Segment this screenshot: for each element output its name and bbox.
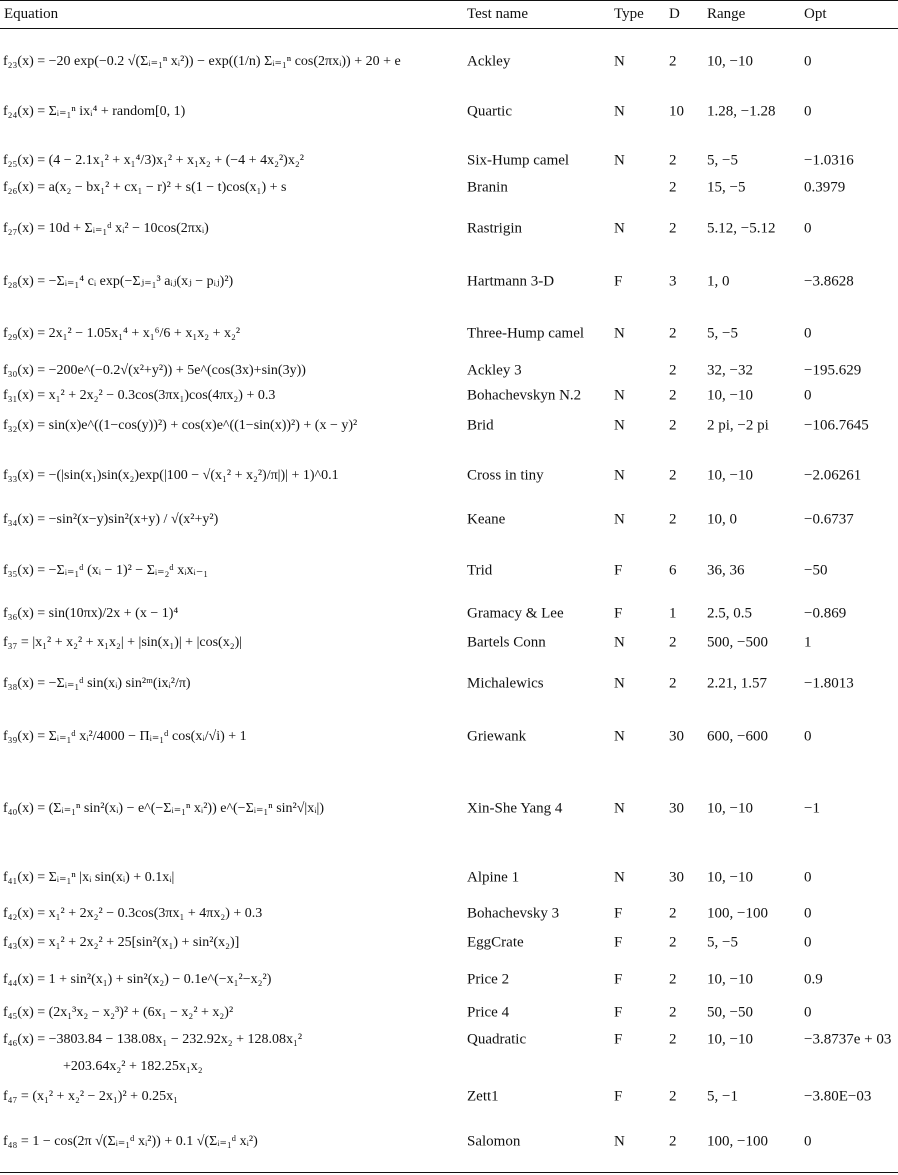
range-cell: 2 pi, −2 pi xyxy=(707,417,769,434)
range-cell: 5, −5 xyxy=(707,152,738,169)
equation-cell: f₂₇(x) = 10d + Σᵢ₌₁ᵈ xᵢ² − 10cos(2πxᵢ) xyxy=(3,221,209,236)
d-cell: 30 xyxy=(669,728,684,745)
header-range: Range xyxy=(707,6,746,22)
opt-cell: −1.0316 xyxy=(804,152,854,169)
range-cell: 10, 0 xyxy=(707,511,737,528)
equation-cell: f₂₃(x) = −20 exp(−0.2 √(Σᵢ₌₁ⁿ xᵢ²)) − exp((1/n) Σᵢ₌₁ⁿ cos(2πxᵢ)) + 20 + e xyxy=(3,54,401,69)
name-cell: Salomon xyxy=(467,1133,521,1150)
header-type: Type xyxy=(614,6,644,22)
name-cell: Michalewics xyxy=(467,675,544,692)
d-cell: 2 xyxy=(669,325,677,342)
d-cell: 6 xyxy=(669,562,677,579)
type-cell: N xyxy=(614,417,625,434)
range-cell: 10, −10 xyxy=(707,467,753,484)
type-cell: N xyxy=(614,728,625,745)
name-cell: Zett1 xyxy=(467,1088,499,1105)
equation-cell: f₄₆(x) = −3803.84 − 138.08x₁ − 232.92x₂ + 128.08x₁² xyxy=(3,1032,303,1047)
d-cell: 2 xyxy=(669,634,677,651)
header-rule xyxy=(0,28,898,29)
type-cell: F xyxy=(614,971,623,988)
header-equation: Equation xyxy=(4,6,59,22)
opt-cell: 0 xyxy=(804,934,812,951)
opt-cell: −0.6737 xyxy=(804,511,854,528)
equation-cell: f₃₇ = |x₁² + x₂² + x₁x₂| + |sin(x₁)| + |cos(x₂)| xyxy=(3,635,243,650)
type-cell: N xyxy=(614,467,625,484)
bottom-rule xyxy=(0,1172,898,1173)
opt-cell: 0.3979 xyxy=(804,179,846,196)
opt-cell: 0 xyxy=(804,1004,812,1021)
opt-cell: 0 xyxy=(804,1133,812,1150)
type-cell: N xyxy=(614,325,625,342)
name-cell: Three-Hump camel xyxy=(467,325,585,342)
equation-cell: f₄₃(x) = x₁² + 2x₂² + 25[sin²(x₁) + sin²(x₂)] xyxy=(3,935,240,950)
type-cell: F xyxy=(614,1004,623,1021)
d-cell: 2 xyxy=(669,362,677,379)
top-rule xyxy=(0,0,898,1)
opt-cell: −1 xyxy=(804,800,820,817)
range-cell: 600, −600 xyxy=(707,728,768,745)
range-cell: 15, −5 xyxy=(707,179,746,196)
type-cell: N xyxy=(614,511,625,528)
type-cell: N xyxy=(614,53,625,70)
type-cell: N xyxy=(614,103,625,120)
d-cell: 2 xyxy=(669,387,677,404)
equation-cell: f₄₅(x) = (2x₁³x₂ − x₂³)² + (6x₁ − x₂² + x₂)² xyxy=(3,1005,234,1020)
type-cell: F xyxy=(614,562,623,579)
d-cell: 2 xyxy=(669,971,677,988)
equation-cell: f₃₀(x) = −200e^(−0.2√(x²+y²)) + 5e^(cos(3x)+sin(3y)) xyxy=(3,363,306,378)
range-cell: 10, −10 xyxy=(707,971,753,988)
range-cell: 5, −1 xyxy=(707,1088,738,1105)
range-cell: 32, −32 xyxy=(707,362,753,379)
opt-cell: −50 xyxy=(804,562,828,579)
name-cell: Griewank xyxy=(467,728,527,745)
equation-cell: f₄₀(x) = (Σᵢ₌₁ⁿ sin²(xᵢ) − e^(−Σᵢ₌₁ⁿ xᵢ²)) e^(−Σᵢ₌₁ⁿ sin²√|xᵢ|) xyxy=(3,801,324,816)
equation-cell: f₂₆(x) = a(x₂ − bx₁² + cx₁ − r)² + s(1 − t)cos(x₁) + s xyxy=(3,180,287,195)
range-cell: 1, 0 xyxy=(707,273,730,290)
name-cell: Bohachevsky 3 xyxy=(467,905,560,922)
range-cell: 100, −100 xyxy=(707,905,768,922)
equation-cell: f₃₅(x) = −Σᵢ₌₁ᵈ (xᵢ − 1)² − Σᵢ₌₂ᵈ xᵢxᵢ₋₁ xyxy=(3,563,209,578)
type-cell: N xyxy=(614,634,625,651)
equation-continuation: +203.64x₂² + 182.25x₁x₂ xyxy=(63,1059,203,1074)
opt-cell: −106.7645 xyxy=(804,417,869,434)
opt-cell: 0 xyxy=(804,325,812,342)
equation-cell: f₃₉(x) = Σᵢ₌₁ᵈ xᵢ²/4000 − Πᵢ₌₁ᵈ cos(xᵢ/√i) + 1 xyxy=(3,729,247,744)
header-test-name: Test name xyxy=(467,6,529,22)
opt-cell: −0.869 xyxy=(804,605,847,622)
equation-cell: f₄₁(x) = Σᵢ₌₁ⁿ |xᵢ sin(xᵢ) + 0.1xᵢ| xyxy=(3,870,175,885)
d-cell: 2 xyxy=(669,467,677,484)
range-cell: 5, −5 xyxy=(707,934,738,951)
d-cell: 2 xyxy=(669,1133,677,1150)
range-cell: 2.21, 1.57 xyxy=(707,675,767,692)
opt-cell: 0 xyxy=(804,387,812,404)
d-cell: 2 xyxy=(669,1004,677,1021)
name-cell: Ackley xyxy=(467,53,511,70)
type-cell: N xyxy=(614,1133,625,1150)
d-cell: 30 xyxy=(669,869,684,886)
d-cell: 2 xyxy=(669,511,677,528)
opt-cell: −1.8013 xyxy=(804,675,854,692)
name-cell: Gramacy & Lee xyxy=(467,605,564,622)
equation-cell: f₃₆(x) = sin(10πx)/2x + (x − 1)⁴ xyxy=(3,606,179,621)
type-cell: F xyxy=(614,1088,623,1105)
opt-cell: 0 xyxy=(804,220,812,237)
type-cell: F xyxy=(614,934,623,951)
type-cell: N xyxy=(614,800,625,817)
name-cell: Hartmann 3-D xyxy=(467,273,555,290)
type-cell: N xyxy=(614,152,625,169)
range-cell: 50, −50 xyxy=(707,1004,753,1021)
name-cell: Alpine 1 xyxy=(467,869,520,886)
range-cell: 5.12, −5.12 xyxy=(707,220,776,237)
range-cell: 10, −10 xyxy=(707,53,753,70)
name-cell: Quartic xyxy=(467,103,512,120)
name-cell: Bartels Conn xyxy=(467,634,546,651)
header-opt: Opt xyxy=(804,6,827,22)
range-cell: 2.5, 0.5 xyxy=(707,605,752,622)
d-cell: 2 xyxy=(669,675,677,692)
type-cell: N xyxy=(614,869,625,886)
type-cell: N xyxy=(614,387,625,404)
opt-cell: −195.629 xyxy=(804,362,862,379)
d-cell: 2 xyxy=(669,934,677,951)
d-cell: 2 xyxy=(669,152,677,169)
equation-cell: f₃₄(x) = −sin²(x−y)sin²(x+y) / √(x²+y²) xyxy=(3,512,219,527)
name-cell: EggCrate xyxy=(467,934,524,951)
name-cell: Trid xyxy=(467,562,493,579)
name-cell: Ackley 3 xyxy=(467,362,522,379)
type-cell: F xyxy=(614,905,623,922)
equation-cell: f₄₄(x) = 1 + sin²(x₁) + sin²(x₂) − 0.1e^(−x₁²−x₂²) xyxy=(3,972,272,987)
name-cell: Bohachevskyn N.2 xyxy=(467,387,582,404)
equation-cell: f₄₂(x) = x₁² + 2x₂² − 0.3cos(3πx₁ + 4πx₂) + 0.3 xyxy=(3,906,263,921)
d-cell: 2 xyxy=(669,179,677,196)
d-cell: 2 xyxy=(669,1031,677,1048)
opt-cell: 0 xyxy=(804,53,812,70)
d-cell: 2 xyxy=(669,220,677,237)
name-cell: Keane xyxy=(467,511,506,528)
opt-cell: 0 xyxy=(804,728,812,745)
equation-cell: f₃₈(x) = −Σᵢ₌₁ᵈ sin(xᵢ) sin²ᵐ(ixᵢ²/π) xyxy=(3,676,191,691)
d-cell: 10 xyxy=(669,103,684,120)
range-cell: 10, −10 xyxy=(707,800,753,817)
opt-cell: 1 xyxy=(804,634,812,651)
type-cell: F xyxy=(614,605,623,622)
d-cell: 3 xyxy=(669,273,677,290)
d-cell: 2 xyxy=(669,1088,677,1105)
d-cell: 30 xyxy=(669,800,684,817)
d-cell: 1 xyxy=(669,605,677,622)
opt-cell: 0 xyxy=(804,905,812,922)
name-cell: Price 4 xyxy=(467,1004,510,1021)
range-cell: 500, −500 xyxy=(707,634,768,651)
equation-cell: f₃₃(x) = −(|sin(x₁)sin(x₂)exp(|100 − √(x₁² + x₂²)/π|)| + 1)^0.1 xyxy=(3,468,339,483)
name-cell: Quadratic xyxy=(467,1031,527,1048)
range-cell: 100, −100 xyxy=(707,1133,768,1150)
d-cell: 2 xyxy=(669,53,677,70)
opt-cell: −2.06261 xyxy=(804,467,862,484)
equation-cell: f₂₈(x) = −Σᵢ₌₁⁴ cᵢ exp(−Σⱼ₌₁³ aᵢⱼ(xⱼ − pᵢⱼ)²) xyxy=(3,274,234,289)
opt-cell: −3.8628 xyxy=(804,273,854,290)
name-cell: Cross in tiny xyxy=(467,467,544,484)
d-cell: 2 xyxy=(669,905,677,922)
name-cell: Six-Hump camel xyxy=(467,152,570,169)
equation-cell: f₄₇ = (x₁² + x₂² − 2x₁)² + 0.25x₁ xyxy=(3,1089,178,1104)
range-cell: 10, −10 xyxy=(707,387,753,404)
range-cell: 1.28, −1.28 xyxy=(707,103,776,120)
opt-cell: −3.80E−03 xyxy=(804,1088,872,1105)
equation-cell: f₂₄(x) = Σᵢ₌₁ⁿ ixᵢ⁴ + random[0, 1) xyxy=(3,104,186,119)
d-cell: 2 xyxy=(669,417,677,434)
name-cell: Brid xyxy=(467,417,494,434)
equation-cell: f₃₁(x) = x₁² + 2x₂² − 0.3cos(3πx₁)cos(4πx₂) + 0.3 xyxy=(3,388,276,403)
opt-cell: 0.9 xyxy=(804,971,823,988)
name-cell: Rastrigin xyxy=(467,220,522,237)
range-cell: 10, −10 xyxy=(707,1031,753,1048)
equation-cell: f₂₉(x) = 2x₁² − 1.05x₁⁴ + x₁⁶/6 + x₁x₂ + x₂² xyxy=(3,326,241,341)
opt-cell: 0 xyxy=(804,869,812,886)
type-cell: N xyxy=(614,675,625,692)
header-d: D xyxy=(669,6,680,22)
name-cell: Xin-She Yang 4 xyxy=(467,800,563,817)
opt-cell: −3.8737e + 03 xyxy=(804,1031,892,1048)
type-cell: N xyxy=(614,220,625,237)
type-cell: F xyxy=(614,273,623,290)
type-cell: F xyxy=(614,1031,623,1048)
equation-cell: f₃₂(x) = sin(x)e^((1−cos(y))²) + cos(x)e^((1−sin(x))²) + (x − y)² xyxy=(3,418,358,433)
range-cell: 5, −5 xyxy=(707,325,738,342)
opt-cell: 0 xyxy=(804,103,812,120)
range-cell: 10, −10 xyxy=(707,869,753,886)
equation-cell: f₂₅(x) = (4 − 2.1x₁² + x₁⁴/3)x₁² + x₁x₂ + (−4 + 4x₂²)x₂² xyxy=(3,153,304,168)
name-cell: Price 2 xyxy=(467,971,510,988)
range-cell: 36, 36 xyxy=(707,562,745,579)
equation-cell: f₄₈ = 1 − cos(2π √(Σᵢ₌₁ᵈ xᵢ²)) + 0.1 √(Σᵢ₌₁ᵈ xᵢ²) xyxy=(3,1134,258,1149)
name-cell: Branin xyxy=(467,179,508,196)
